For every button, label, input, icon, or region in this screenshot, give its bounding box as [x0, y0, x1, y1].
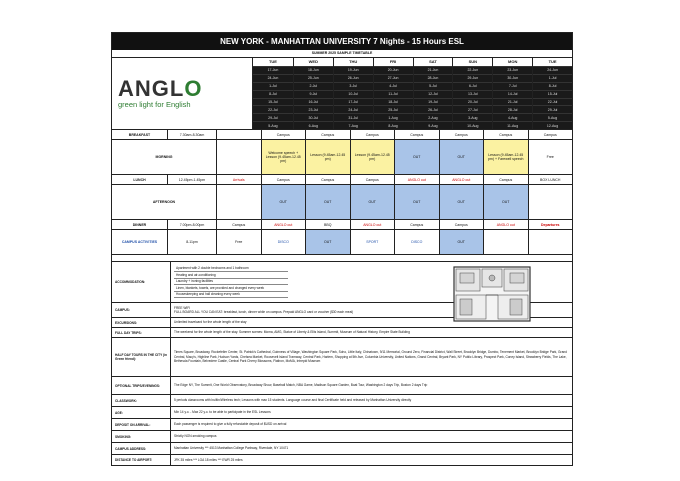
date-cell: 4-Aug — [493, 113, 532, 121]
info-label: OPTIONAL TRIPS/EVENINGS: — [112, 377, 171, 394]
cell: Campus — [306, 130, 351, 139]
date-cell: 21-Jul — [493, 98, 532, 106]
cell — [529, 230, 573, 254]
cell: DISCO — [262, 230, 307, 254]
cell — [217, 140, 262, 174]
cell: OUT — [351, 185, 396, 219]
cell: Campus — [306, 175, 351, 184]
header-block — [112, 58, 572, 130]
day-header: MON — [493, 58, 532, 66]
cell: OUT — [262, 185, 307, 219]
date-cell: 22-Jun — [453, 66, 492, 74]
cell: ANGLO out — [395, 175, 440, 184]
cell: Campus — [543, 132, 557, 137]
cell — [484, 230, 529, 254]
date-cell: 27-Jun — [374, 74, 413, 82]
day-header: SUN — [453, 58, 492, 66]
row-time: 7.30am-8.30am — [168, 130, 217, 139]
cell: Campus — [395, 130, 440, 139]
logo-wordmark: ANGLO — [118, 76, 203, 101]
info-text: Each passenger is required to give a fully refundable deposit of $USD on arrival — [174, 422, 287, 427]
date-cell: 27-Jul — [453, 105, 492, 113]
date-cell: 28-Jul — [493, 105, 532, 113]
date-cell: 4-Jul — [374, 82, 413, 90]
info-fullday — [112, 328, 572, 338]
cell: DISCO — [395, 230, 440, 254]
cell: Campus — [440, 220, 485, 229]
date-cell: 24-Jul — [334, 105, 373, 113]
date-cell: 21-Jun — [414, 66, 453, 74]
date-cell: 1-Jul — [253, 82, 293, 90]
row-morning — [112, 140, 572, 175]
row-label: DINNER — [112, 220, 168, 229]
info-text: 5 periods classrooms with builtin/Wireless tech; Lessons with max 15 students. Language course and final Certificate held and released by Manhattan University directly — [174, 398, 412, 403]
date-cell: 2-Aug — [414, 113, 453, 121]
row-breakfast — [112, 130, 572, 140]
cell — [217, 185, 262, 219]
cell: OUT — [440, 140, 485, 174]
date-cell: 8-Jul — [533, 82, 572, 90]
date-cell: 30-Jul — [294, 113, 333, 121]
date-cell: 8-Jul — [253, 90, 293, 98]
day-column — [452, 58, 492, 129]
day-column — [492, 58, 532, 129]
list-item: Apartment with 2 double bedrooms and 1 bathroom — [174, 266, 288, 273]
info-smoking — [112, 431, 572, 443]
date-cell: 13-Jul — [453, 90, 492, 98]
cell: ANGLO out — [484, 220, 529, 229]
info-label: CLASSWORK: — [112, 395, 171, 406]
cell: Free — [546, 155, 554, 159]
date-cell: 6-Jul — [453, 82, 492, 90]
date-cell: 7-Jul — [493, 82, 532, 90]
row-time: 12.45pm-1.45pm — [168, 175, 217, 184]
day-header: WED — [294, 58, 333, 66]
info-label: CAMPUS ADDRESS: — [112, 443, 171, 454]
row-label: MORNING — [112, 140, 217, 174]
info-halfday — [112, 338, 572, 377]
day-header: SAT — [414, 58, 453, 66]
cell — [529, 185, 573, 219]
date-cell: 6-Aug — [294, 121, 333, 129]
cell: OUT — [306, 230, 351, 254]
row-label: AFTERNOON — [112, 185, 217, 219]
row-time: 8-11pm — [168, 230, 217, 254]
date-cell: 12-Aug — [533, 121, 572, 129]
day-column — [333, 58, 373, 129]
row-afternoon — [112, 185, 572, 220]
date-cell: 19-Jul — [414, 98, 453, 106]
row-dinner — [112, 220, 572, 230]
cell: Campus — [217, 220, 262, 229]
logo-tagline: green light for English — [118, 100, 191, 109]
date-cell: 30-Jun — [493, 74, 532, 82]
date-cell: 29-Jul — [253, 113, 293, 121]
cell: BBQ — [306, 220, 351, 229]
cell: OUT — [440, 230, 485, 254]
cell: Free — [217, 230, 262, 254]
list-item: Linen, blankets, towels, are provided and changed every week — [174, 285, 288, 292]
info-label: EXCURSIONS: — [112, 318, 171, 327]
cell: OUT — [395, 185, 440, 219]
sheet-subtitle: SUMMER 2025 SAMPLE TIMETABLE — [112, 50, 572, 58]
timetable-sheet — [111, 32, 573, 466]
date-cell: 23-Jul — [294, 105, 333, 113]
date-cell: 22-Jul — [253, 105, 293, 113]
info-deposit — [112, 419, 572, 431]
date-cell: 7-Aug — [334, 121, 373, 129]
day-header: TUE — [533, 58, 572, 66]
date-cell: 18-Jun — [294, 66, 333, 74]
cell: BOX LUNCH — [540, 177, 561, 182]
list-item: Laundry + ironing facilities — [174, 279, 288, 286]
info-text: Times Square, Broadway, Rockefeller Center, St. Patrick's Cathedral, Guinness of Village, Washington Square Park, Soho, Little Italy, Chinatown, 9/11 Memorial, Ground Zero, Financial District, Wall Street, Brooklyn Bridge, Dumbo, Tenement Market, Brooklyn Bridge Park, Grand Central, Macy's, Highline Park, Hudson Yards, Chelsea Market, Roosevelt Island Tramway, Central Park, Harlem, Shopping at 5th Ave, Columbia University, United Nations, Grand Central, Bryant Park, NY Public Library, Prospect Park, Coney Island, Strawberry Fields, The Lake, Bethesda Fountain, Belvedere Castle, Central Park Cherry Blossoms, Flatiron, MoMA, Intrepid Museum — [174, 350, 567, 364]
cell: ANGLO out — [262, 220, 307, 229]
date-cell: 3-Aug — [453, 113, 492, 121]
date-cell: 18-Jul — [374, 98, 413, 106]
row-label: LUNCH — [112, 175, 168, 184]
date-cell: 9-Jul — [294, 90, 333, 98]
date-cell: 17-Jun — [253, 66, 293, 74]
date-cell: 24-Jun — [533, 66, 572, 74]
row-lunch — [112, 175, 572, 185]
date-cell: 5-Jul — [414, 82, 453, 90]
cell: Lesson (9.45am-12.45 pm) + Farewell speech — [484, 140, 529, 174]
info-label: CAMPUS: — [112, 303, 171, 317]
date-cell: 20-Jun — [374, 66, 413, 74]
date-cell: 23-Jun — [493, 66, 532, 74]
day-header: THU — [334, 58, 373, 66]
cell: SPORT — [351, 230, 396, 254]
row-time: 7.00pm-8.00pm — [168, 220, 217, 229]
info-text: Min 14 y.o. - Max 22 y.o. to be able to participate in the ESL Lessons — [174, 410, 271, 415]
date-cell: 28-Jun — [414, 74, 453, 82]
day-column — [532, 58, 572, 129]
info-optional — [112, 377, 572, 395]
date-cell: 31-Jul — [334, 113, 373, 121]
arrivals-label: Arrivals — [217, 175, 262, 184]
info-classwork — [112, 395, 572, 407]
info-label: DISTANCE TO AIRPORT: — [112, 455, 171, 465]
row-label: BREAKFAST — [112, 130, 168, 139]
info-age — [112, 407, 572, 419]
day-column — [413, 58, 453, 129]
date-cell: 2-Jul — [294, 82, 333, 90]
day-header: FRI — [374, 58, 413, 66]
campus-wifi: FREE WIFI — [174, 305, 191, 310]
cell: OUT — [306, 185, 351, 219]
date-cell: 19-Jun — [334, 66, 373, 74]
date-cell: 8-Aug — [374, 121, 413, 129]
date-cell: 9-Aug — [414, 121, 453, 129]
cell: Campus — [351, 175, 396, 184]
sheet-title: NEW YORK - MANHATTAN UNIVERSITY 7 Nights - 15 Hours ESL — [112, 33, 572, 50]
date-cell: 15-Jul — [533, 90, 572, 98]
info-label: DEPOSIT ON ARRIVAL: — [112, 419, 171, 430]
date-cell: 5-Aug — [253, 121, 293, 129]
list-item: Houseskeeping and hall cleaning every week — [174, 292, 288, 299]
date-cell: 20-Jul — [453, 98, 492, 106]
date-cell: 11-Jul — [374, 90, 413, 98]
cell: Campus — [484, 130, 529, 139]
cell: Campus — [351, 130, 396, 139]
info-label: SMOKING: — [112, 431, 171, 442]
cell: Campus — [395, 220, 440, 229]
info-label: AGE: — [112, 407, 171, 418]
date-cell: 5-Aug — [533, 113, 572, 121]
cell: OUT — [395, 140, 440, 174]
day-column — [373, 58, 413, 129]
day-columns — [253, 58, 572, 129]
info-distance — [112, 455, 572, 465]
cell: OUT — [484, 185, 529, 219]
date-cell: 17-Jul — [334, 98, 373, 106]
date-cell: 25-Jul — [374, 105, 413, 113]
cell: Welcome speech + Lesson (9.45am-12.45 pm) — [262, 140, 307, 174]
date-cell: 12-Jul — [414, 90, 453, 98]
cell: Campus — [262, 130, 307, 139]
list-item: Heating and air-conditioning — [174, 272, 288, 279]
info-text: JFK 35 miles *** LGA 18 miles *** EWR 25 miles — [174, 457, 243, 462]
info-address — [112, 443, 572, 455]
info-label: ACCOMMODATION: — [112, 262, 171, 302]
row-label: CAMPUS ACTIVITIES — [112, 230, 168, 254]
date-cell: 26-Jul — [414, 105, 453, 113]
date-cell: 15-Jul — [253, 98, 293, 106]
date-cell: 16-Jul — [294, 98, 333, 106]
date-cell: 10-Jul — [334, 90, 373, 98]
date-cell: 10-Aug — [453, 121, 492, 129]
day-header: TUE — [253, 58, 293, 66]
info-accommodation — [112, 262, 572, 303]
info-label: HALF DAY TOURS IN THE CITY (in Green friend): — [112, 338, 171, 376]
cell: Campus — [262, 175, 307, 184]
info-text: The weekend for the whole length of the stay. Summer scenes: Moma, AMG, Statue of Liberty & Ellis Island, Summit, Museum of Natural History, Empire State Building — [174, 330, 410, 335]
cell: ANGLO out — [351, 220, 396, 229]
date-cell: 25-Jun — [294, 74, 333, 82]
floorplan-image — [452, 265, 532, 323]
cell: Lesson (9.45am-12.45 pm) — [306, 140, 351, 174]
info-text: Strictly NON-smoking campus — [174, 434, 217, 439]
date-cell: 29-Jul — [533, 105, 572, 113]
date-cell: 3-Jul — [334, 82, 373, 90]
info-text: Unlimited travelcard for the whole length of the stay — [174, 320, 247, 325]
info-text: The Edge NY, The Summit, One World Observatory, Broadway Show, Baseball Match, NBA Game, Madison Square Garden, Boat Tour, Washington 2 days Trip, Boston 2 days Trip — [174, 383, 428, 388]
date-cell: 11-Aug — [493, 121, 532, 129]
day-column — [293, 58, 333, 129]
info-text: Manhattan University *** 4513 Manhattan College Parkway, Riverdale, NY 10471 — [174, 446, 289, 451]
date-cell: 1-Jul — [533, 74, 572, 82]
cell: Lesson (9.45am-12.45 pm) — [351, 140, 396, 174]
date-cell: 26-Jun — [334, 74, 373, 82]
date-cell: 24-Jun — [253, 74, 293, 82]
cell: Departures — [541, 222, 560, 227]
cell: OUT — [440, 185, 485, 219]
date-cell: 22-Jul — [533, 98, 572, 106]
accommodation-list — [174, 266, 288, 299]
anglo-logo — [112, 58, 253, 129]
date-cell: 1-Aug — [374, 113, 413, 121]
date-cell: 14-Jul — [493, 90, 532, 98]
cell: ANGLO out — [440, 175, 485, 184]
day-column — [253, 58, 293, 129]
info-label: FULL DAY TRIPS: — [112, 328, 171, 337]
date-cell: 29-Jun — [453, 74, 492, 82]
cell: Campus — [484, 175, 529, 184]
row-activities — [112, 230, 572, 255]
cell — [217, 130, 262, 139]
cell: Campus — [440, 130, 485, 139]
campus-meals: FULL BOARD ALL YOU CAN EAT: breakfast, lunch, dinner while on campus. Prepaid ANGLO card or voucher ($30 each meal) — [174, 310, 354, 314]
